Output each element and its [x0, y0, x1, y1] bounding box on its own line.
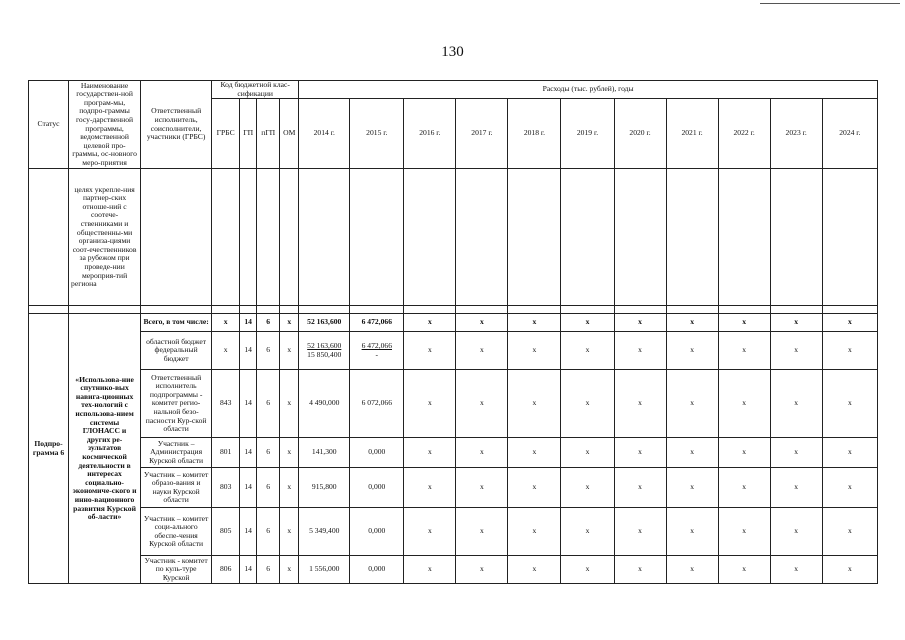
value-cell: x [614, 508, 666, 556]
value-cell: x [508, 556, 561, 584]
spacer-row [29, 306, 878, 314]
value-2014: 1 556,000 [299, 556, 350, 584]
header-year: 2020 г. [614, 99, 666, 169]
value-2014 [299, 332, 350, 370]
value-cell: x [822, 556, 877, 584]
value-2015 [350, 332, 404, 370]
value-cell: x [508, 438, 561, 468]
code-gp: 14 [240, 370, 257, 438]
code-grbs: 803 [212, 468, 240, 508]
value-cell: x [561, 370, 614, 438]
value-cell: x [561, 314, 614, 332]
value-2015: 0,000 [350, 438, 404, 468]
code-pgp: 6 [257, 438, 280, 468]
header-budget-code: Код бюджетной клас-сификации [212, 81, 299, 99]
header-code-gp: ГП [240, 99, 257, 169]
header-year: 2017 г. [456, 99, 508, 169]
header-code-om: ОМ [280, 99, 299, 169]
code-om: x [280, 438, 299, 468]
table-row [29, 370, 878, 438]
value-cell: x [822, 468, 877, 508]
table-row [29, 438, 878, 468]
header-row-1 [29, 81, 878, 99]
code-gp: 14 [240, 438, 257, 468]
executor-cell: Участник – комитет образо-вания и науки Курской области [141, 468, 212, 508]
value-cell: x [614, 370, 666, 438]
value-cell: x [718, 314, 770, 332]
header-year: 2021 г. [666, 99, 718, 169]
value-2014: 5 349,400 [299, 508, 350, 556]
value-cell: x [718, 370, 770, 438]
table-row [29, 556, 878, 584]
header-executor: Ответственный исполнитель, соисполнители, участники (ГРБС) [141, 81, 212, 169]
code-grbs: 843 [212, 370, 240, 438]
table-row [29, 332, 878, 370]
header-code-grbs: ГРБС [212, 99, 240, 169]
value-cell: x [561, 332, 614, 370]
value-cell: x [666, 438, 718, 468]
subprogram-status: Подпро-грамма 6 [29, 314, 69, 584]
executor-cell [141, 332, 212, 370]
value-cell: x [666, 468, 718, 508]
value-cell: x [822, 508, 877, 556]
header-year: 2023 г. [770, 99, 822, 169]
value-cell: x [508, 468, 561, 508]
header-year: 2015 г. [350, 99, 404, 169]
value-cell: x [456, 508, 508, 556]
value-cell: x [508, 314, 561, 332]
value-cell: x [718, 332, 770, 370]
executor-cell: Участник - комитет по куль-туре Курской [141, 556, 212, 584]
value-cell: x [404, 438, 456, 468]
value-cell: x [561, 508, 614, 556]
header-year: 2019 г. [561, 99, 614, 169]
code-om: x [280, 332, 299, 370]
value-cell: x [456, 438, 508, 468]
header-year: 2014 г. [299, 99, 350, 169]
value-cell: x [718, 556, 770, 584]
table-row [29, 508, 878, 556]
code-pgp: 6 [257, 314, 280, 332]
code-pgp: 6 [257, 556, 280, 584]
header-year: 2024 г. [822, 99, 877, 169]
value-cell: x [404, 314, 456, 332]
value-cell: x [614, 556, 666, 584]
value-cell: x [456, 556, 508, 584]
header-code-pgp: пГП [257, 99, 280, 169]
value-cell: x [770, 468, 822, 508]
value-2014: 52 163,600 [299, 314, 350, 332]
value-cell: x [770, 370, 822, 438]
page-number: 130 [441, 44, 464, 60]
value-cell: x [404, 370, 456, 438]
code-pgp: 6 [257, 468, 280, 508]
value-cell: x [404, 468, 456, 508]
code-gp: 14 [240, 556, 257, 584]
value-2015-federal: - [375, 349, 379, 359]
value-cell: x [456, 468, 508, 508]
value-cell: x [822, 370, 877, 438]
value-cell: x [404, 556, 456, 584]
code-gp: 14 [240, 468, 257, 508]
header-status: Статус [29, 81, 69, 169]
value-cell: x [508, 508, 561, 556]
code-om: x [280, 468, 299, 508]
code-grbs: x [212, 332, 240, 370]
table-row [29, 314, 878, 332]
value-2015: 0,000 [350, 556, 404, 584]
value-cell: x [404, 508, 456, 556]
value-cell: x [666, 314, 718, 332]
executor-federal: федеральный бюджет [154, 345, 198, 363]
code-om: x [280, 508, 299, 556]
code-grbs: 801 [212, 438, 240, 468]
value-cell: x [822, 314, 877, 332]
value-cell: x [561, 556, 614, 584]
continuation-row [29, 169, 878, 306]
value-cell: x [561, 438, 614, 468]
value-cell: x [718, 508, 770, 556]
value-cell: x [666, 370, 718, 438]
code-grbs: 805 [212, 508, 240, 556]
top-rule [760, 3, 900, 4]
value-2014-federal: 15 850,400 [307, 349, 342, 359]
value-2015-regional: 6 472,066 [361, 341, 392, 351]
value-cell: x [770, 438, 822, 468]
value-cell: x [508, 332, 561, 370]
value-cell: x [561, 468, 614, 508]
executor-regional: областной бюджет [146, 336, 207, 346]
value-cell: x [666, 332, 718, 370]
value-cell: x [770, 314, 822, 332]
value-cell: x [770, 332, 822, 370]
code-om: x [280, 370, 299, 438]
value-cell: x [614, 314, 666, 332]
value-cell: x [822, 332, 877, 370]
value-cell: x [718, 438, 770, 468]
code-pgp: 6 [257, 508, 280, 556]
value-cell: x [718, 468, 770, 508]
header-expenses: Расходы (тыс. рублей), годы [299, 81, 878, 99]
value-cell: x [456, 314, 508, 332]
value-cell: x [614, 468, 666, 508]
executor-cell: Участник – комитет соци-ального обеспе-чения Курской области [141, 508, 212, 556]
value-cell: x [456, 370, 508, 438]
code-grbs: x [212, 314, 240, 332]
value-cell: x [666, 508, 718, 556]
code-om: x [280, 314, 299, 332]
executor-cell: Ответственный исполнитель подпрограммы - комитет регио-нальной безо-пасности Кур-ской области [141, 370, 212, 438]
executor-cell: Участник – Администрация Курской области [141, 438, 212, 468]
value-cell: x [666, 556, 718, 584]
value-cell: x [770, 508, 822, 556]
value-cell: x [770, 556, 822, 584]
code-gp: 14 [240, 314, 257, 332]
header-name: Наименование государствен-ной програм-мы, подпро-граммы госу-дарственной программы, ведомственной целевой про-граммы, ос-новного меро-приятия [69, 81, 141, 169]
value-2015: 0,000 [350, 508, 404, 556]
value-2015: 6 072,066 [350, 370, 404, 438]
code-gp: 14 [240, 508, 257, 556]
budget-table [28, 80, 878, 584]
value-cell: x [404, 332, 456, 370]
continuation-text: целях укрепле-ния партнер-ских отноше-ний с соотече-ственниками и общественны-ми организа-циями соот-ечественников за рубежом при проведе-нии мероприя-тий региона [69, 169, 141, 306]
value-cell: x [456, 332, 508, 370]
value-cell: x [822, 438, 877, 468]
value-2014: 141,300 [299, 438, 350, 468]
subprogram-name: «Использова-ние спутнико-вых навига-ционных тех-нологий с использова-нием системы ГЛОНАСС и других ре-зультатов космической деятельности в интересах социально-экономиче-ского и инно-вационного развития Курской об-ласти» [69, 314, 141, 584]
value-2014: 4 490,000 [299, 370, 350, 438]
value-2015: 0,000 [350, 468, 404, 508]
executor-cell: Всего, в том числе: [141, 314, 212, 332]
value-cell: x [614, 332, 666, 370]
code-pgp: 6 [257, 370, 280, 438]
code-grbs: 806 [212, 556, 240, 584]
header-year: 2022 г. [718, 99, 770, 169]
value-cell: x [508, 370, 561, 438]
value-2014: 915,800 [299, 468, 350, 508]
code-pgp: 6 [257, 332, 280, 370]
header-year: 2018 г. [508, 99, 561, 169]
code-gp: 14 [240, 332, 257, 370]
value-cell: x [614, 438, 666, 468]
value-2014-regional: 52 163,600 [307, 341, 342, 351]
table-row [29, 468, 878, 508]
code-om: x [280, 556, 299, 584]
header-year: 2016 г. [404, 99, 456, 169]
value-2015: 6 472,066 [350, 314, 404, 332]
